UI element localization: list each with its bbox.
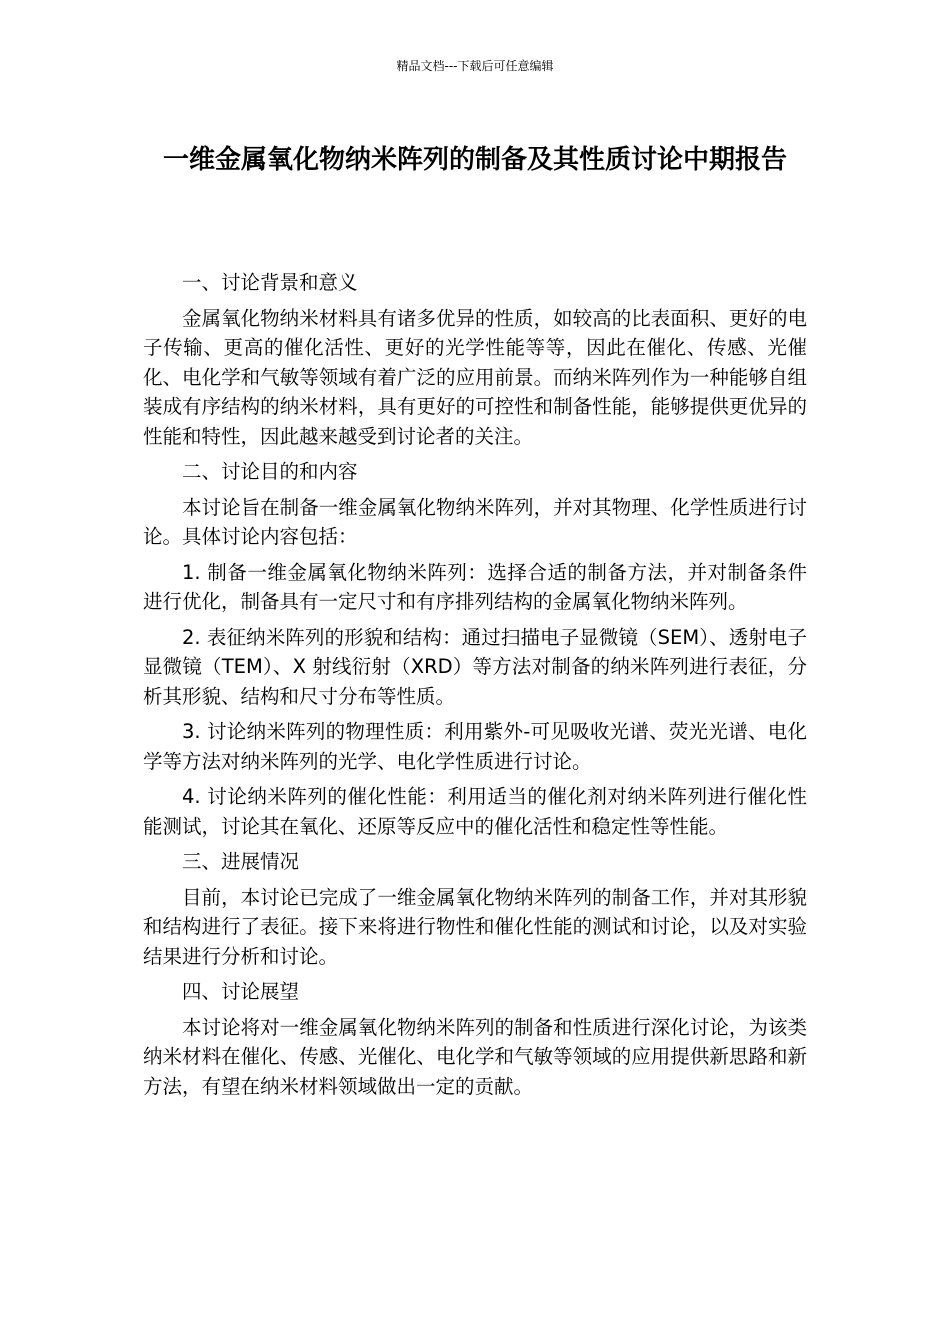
paragraph: 本讨论将对一维金属氧化物纳米阵列的制备和性质进行深化讨论，为该类纳米材料在催化、传感、光催化、电化学和气敏等领域的应用提供新思路和新方法，有望在纳米材料领域做出一定的贡献。 xyxy=(143,1015,807,1098)
section-heading: 二、讨论目的和内容 xyxy=(182,460,358,483)
list-item: 4. 讨论纳米阵列的催化性能：利用适当的催化剂对纳米阵列进行催化性能测试，讨论其在氧化、还原等反应中的催化活性和稳定性等性能。 xyxy=(143,785,807,838)
paragraph: 本讨论旨在制备一维金属氧化物纳米阵列，并对其物理、化学性质进行讨论。具体讨论内容包括： xyxy=(143,495,807,548)
section-heading: 四、讨论展望 xyxy=(182,980,300,1003)
document-title: 一维金属氧化物纳米阵列的制备及其性质讨论中期报告 xyxy=(162,145,787,175)
paragraph: 目前，本讨论已完成了一维金属氧化物纳米阵列的制备工作，并对其形貌和结构进行了表征。接下来将进行物性和催化性能的测试和讨论，以及对实验结果进行分析和讨论。 xyxy=(143,885,807,968)
section-heading: 三、进展情况 xyxy=(182,850,300,873)
header-note: 精品文档---下载后可任意编辑 xyxy=(396,59,554,73)
paragraph: 金属氧化物纳米材料具有诸多优异的性质，如较高的比表面积、更好的电子传输、更高的催化活性、更好的光学性能等等，因此在催化、传感、光催化、电化学和气敏等领域有着广泛的应用前景。而纳米阵列作为一种能够自组装成有序结构的纳米材料，具有更好的可控性和制备性能，能够提供更优异的性能和特性，因此越来越受到讨论者的关注。 xyxy=(143,306,807,448)
document-body xyxy=(143,268,807,1101)
section-heading: 一、讨论背景和意义 xyxy=(182,271,358,294)
list-item: 3. 讨论纳米阵列的物理性质：利用紫外-可见吸收光谱、荧光光谱、电化学等方法对纳米阵列的光学、电化学性质进行讨论。 xyxy=(143,720,807,773)
list-item: 2. 表征纳米阵列的形貌和结构：通过扫描电子显微镜（SEM）、透射电子显微镜（TEM）、X 射线衍射（XRD）等方法对制备的纳米阵列进行表征，分析其形貌、结构和尺寸分布等性质。 xyxy=(143,625,807,708)
list-item: 1. 制备一维金属氧化物纳米阵列：选择合适的制备方法，并对制备条件进行优化，制备具有一定尺寸和有序排列结构的金属氧化物纳米阵列。 xyxy=(143,560,807,613)
